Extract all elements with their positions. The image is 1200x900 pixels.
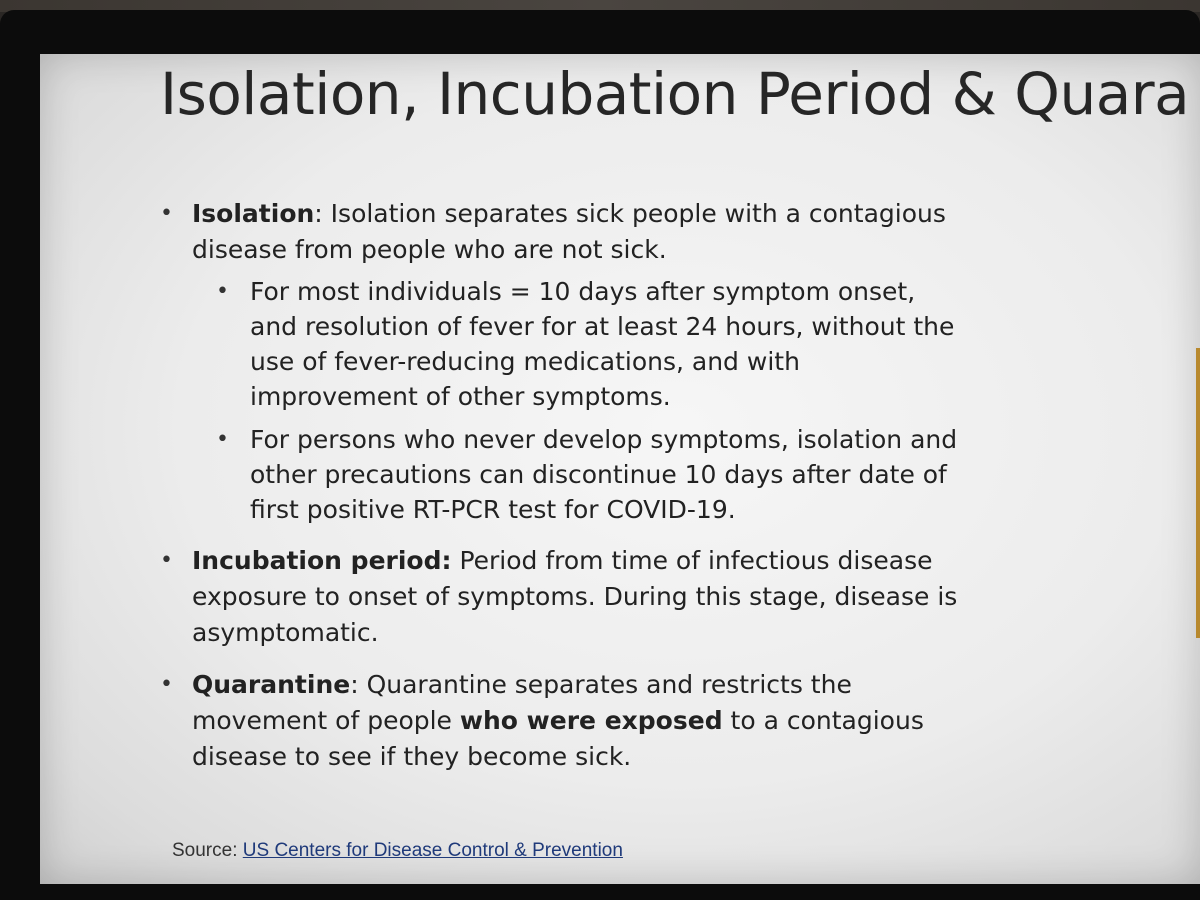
monitor-bezel: [0, 10, 1200, 900]
sub-bullet: [216, 422, 960, 527]
sub-bullet-text: For persons who never develop symptoms, isolation and other precautions can discontinue 10 days after date of first positive RT-PCR test for COVID-19.: [250, 425, 958, 524]
bullet-incubation-period: [160, 543, 960, 651]
screen-edge-highlight: [1196, 348, 1200, 638]
bullet-separator: :: [314, 199, 331, 228]
bullet-term: Isolation: [192, 199, 315, 228]
slide-body: [160, 196, 960, 775]
bullet-text: Isolation separates sick people with a contagious disease from people who are not sick.: [192, 199, 946, 264]
bullet-term: Quarantine: [192, 670, 351, 699]
bullet-emphasis: who were exposed: [459, 706, 723, 735]
bullet-text: Period from time of infectious disease exposure to onset of symptoms. During this stage, disease is asymptomatic.: [192, 546, 958, 647]
slide-title: Isolation, Incubation Period & Quara: [160, 60, 1190, 128]
bullet-separator: :: [350, 670, 367, 699]
bullet-text-end: to a contagious disease to see if they become sick.: [192, 706, 924, 771]
bullet-dot-icon: •: [160, 672, 173, 697]
bullet-isolation: [160, 196, 960, 527]
sub-bullet: [216, 274, 960, 414]
sub-bullet-text: For most individuals = 10 days after symptom onset, and resolution of fever for at least 24 hours, without the use of fever-reducing medications, and with improvement of other symptoms.: [250, 277, 955, 411]
bullet-dot-icon: •: [216, 279, 229, 304]
bullet-dot-icon: •: [160, 548, 173, 573]
bullet-quarantine: [160, 667, 960, 775]
bullet-term: Incubation period:: [192, 546, 452, 575]
sub-bullet-list: [192, 274, 960, 527]
bullet-dot-icon: •: [160, 201, 173, 226]
bullet-dot-icon: •: [216, 427, 229, 452]
source-label: Source:: [172, 840, 243, 861]
source-citation: [172, 840, 623, 862]
source-link[interactable]: US Centers for Disease Control & Prevention: [242, 840, 623, 861]
bullet-text: Quarantine separates and restricts the movement of people: [192, 670, 852, 735]
monitor-screen: [40, 54, 1200, 884]
